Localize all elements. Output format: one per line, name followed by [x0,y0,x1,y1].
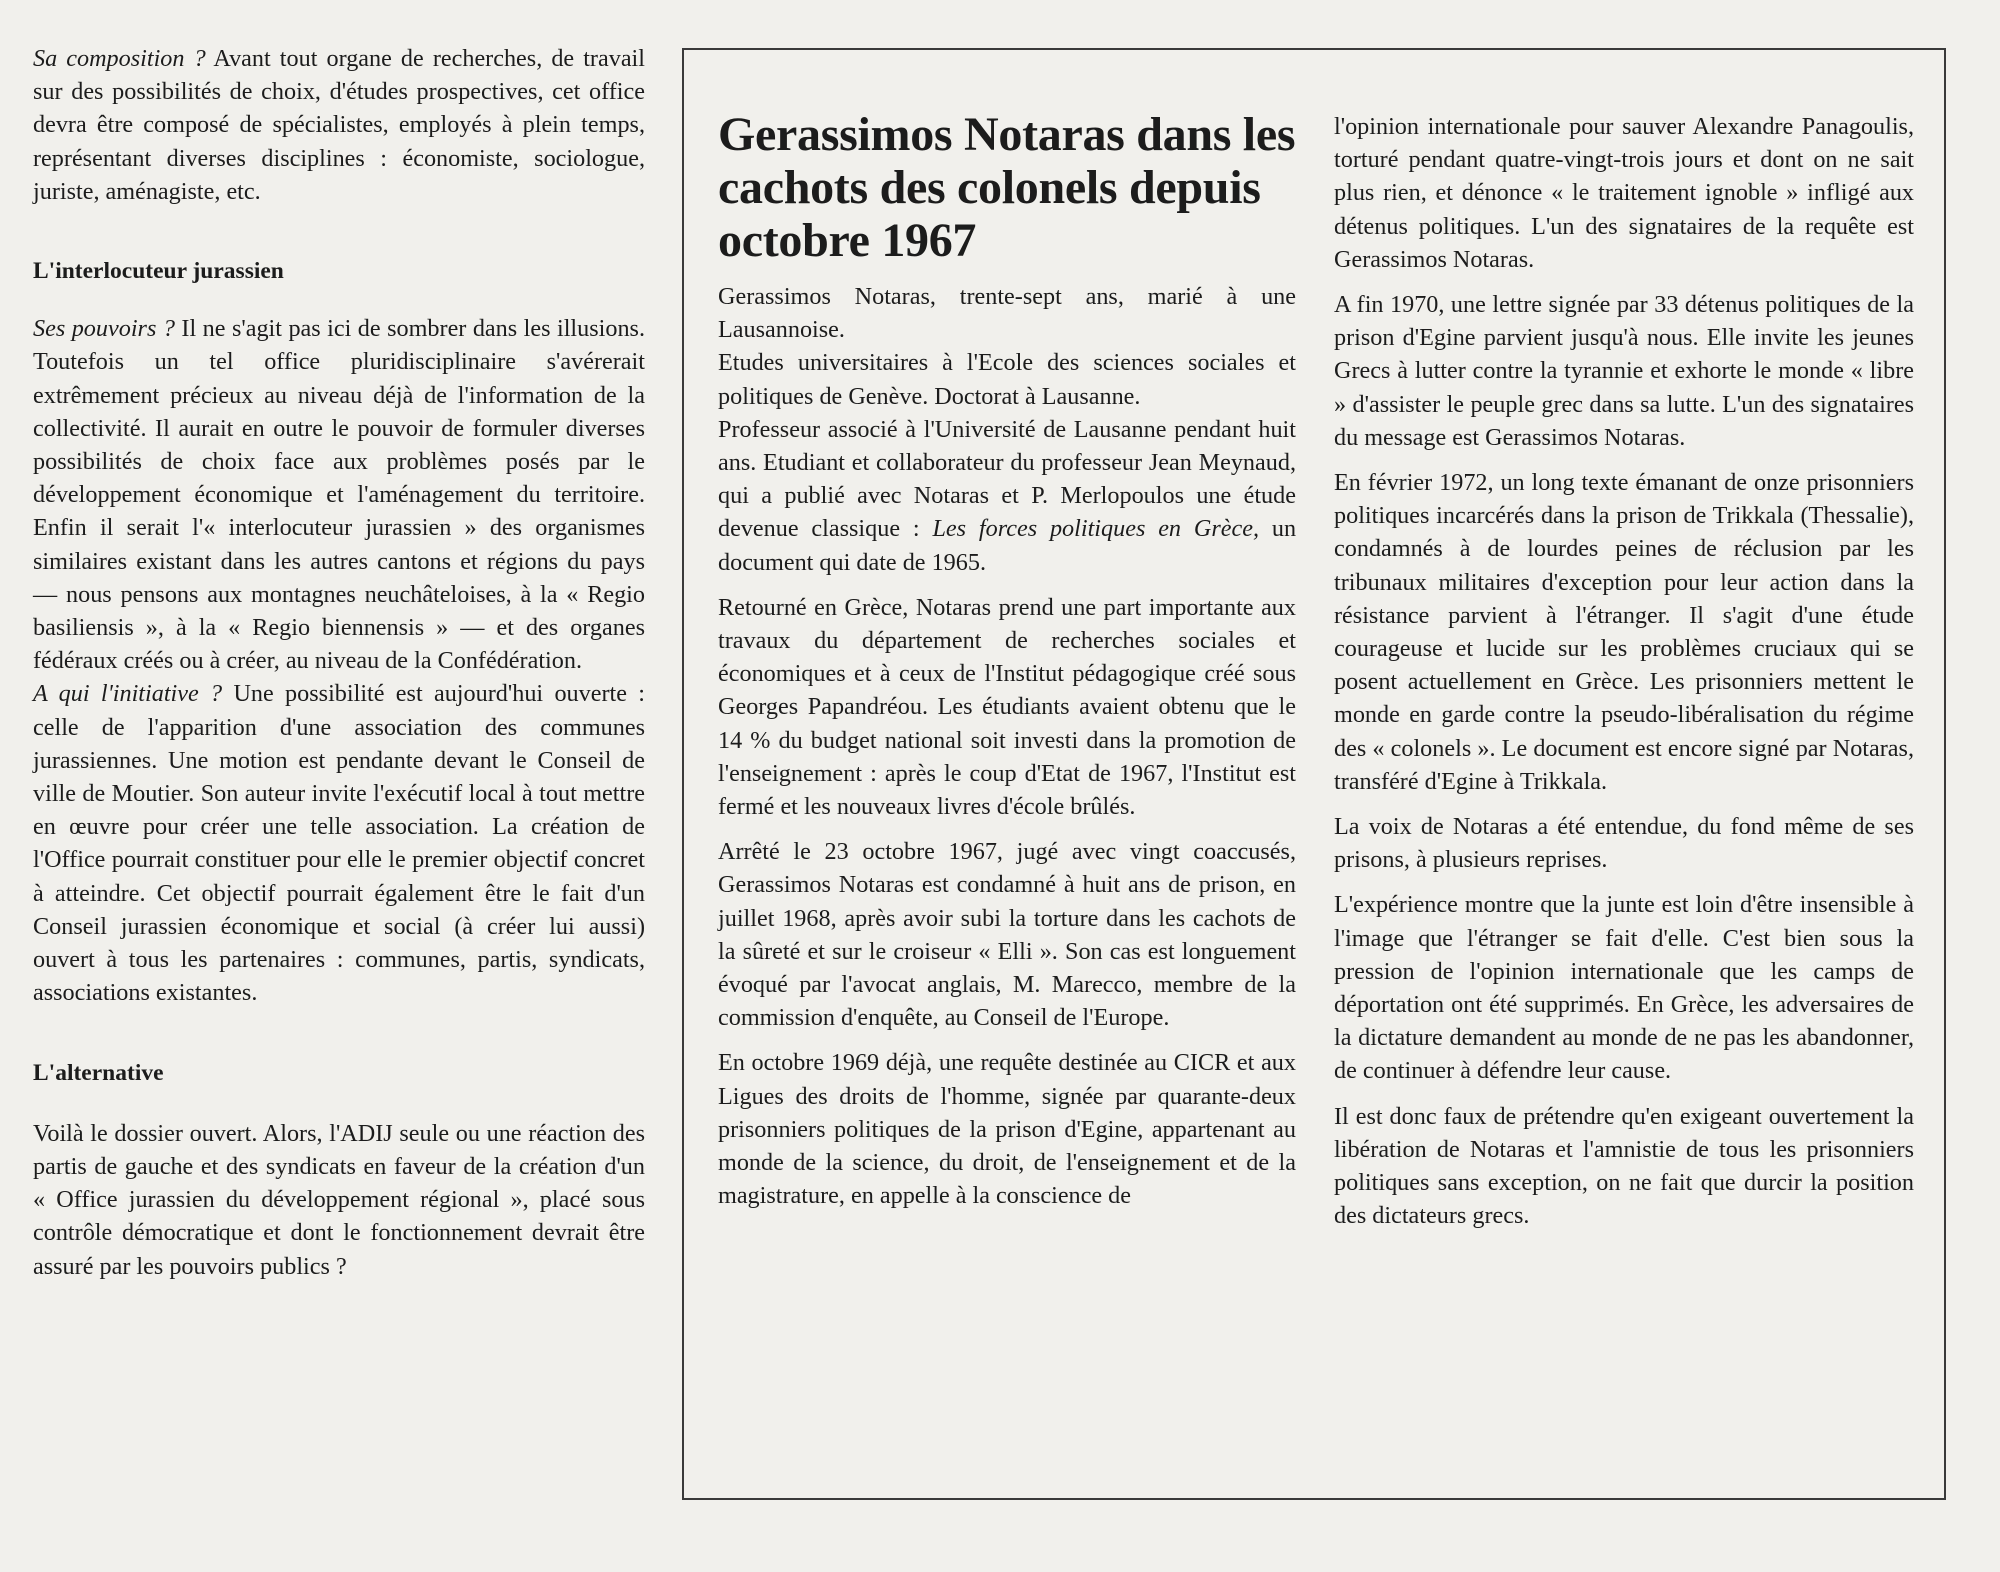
article-paragraph: Etudes universitaires à l'Ecole des sciences sociales et politiques de Genève. Doctorat à Lausanne. [718,349,1296,410]
article-column-2 [1334,110,1914,1233]
paragraph-alternative: Voilà le dossier ouvert. Alors, l'ADIJ seule ou une réaction des partis de gauche et des syndicats en faveur de la création d'un « Office jurassien du développement régional », placé sous contrôle démocratique et dont le fonctionnement devrait être assuré par les pouvoirs publics ? [33,1119,645,1280]
article-paragraph: Arrêté le 23 octobre 1967, jugé avec vingt coaccusés, Gerassimos Notaras est condamné à huit ans de prison, en juillet 1968, après avoir subi la torture dans les cachots de la sûreté et sur le croiseur « Elli ». Son cas est longuement évoqué par l'avocat anglais, M. Marecco, membre de la commission d'enquête, au Conseil de l'Europe. [718,838,1296,1032]
article-paragraph: La voix de Notaras a été entendue, du fond même de ses prisons, à plusieurs reprises. [1334,813,1914,874]
article-paragraph: A fin 1970, une lettre signée par 33 détenus politiques de la prison d'Egine parvient jusqu'à nous. Elle invite les jeunes Grecs à lutter contre la tyrannie et exhorte le monde « libre » d'assister le peuple grec dans sa lutte. L'un des signataires du message est Gerassimos Notaras. [1334,291,1914,451]
lead-question: Ses pouvoirs ? [33,315,175,343]
paragraph-pouvoirs [33,312,645,677]
paragraph-text: Avant tout organe de recherches, de travail sur des possibilités de choix, d'études prospectives, cet office devra être composé de spécialistes, employés à plein temps, représentant diverses disciplines : économiste, sociologue, juriste, aménagiste, etc. [33,45,645,205]
book-title: Les forces politiques en Grèce, [932,515,1259,543]
section-heading-interlocuteur: L'interlocuteur jurassien [33,258,284,285]
lead-question: A qui l'initiative ? [33,680,223,708]
article-paragraph: Gerassimos Notaras, trente-sept ans, marié à une Lausannoise. [718,283,1296,344]
article-paragraph: En octobre 1969 déjà, une requête destinée au CICR et aux Ligues des droits de l'homme, signée par quarante-deux prisonniers politiques de la prison d'Egine, appartenant au monde de la science, du droit, de l'enseignement et de la magistrature, en appelle à la conscience de [718,1049,1296,1210]
article-paragraph: Il est donc faux de prétendre qu'en exigeant ouvertement la libération de Notaras et l'amnistie de tous les prisonniers politiques sans exception, on ne fait que durcir la position des dictateurs grecs. [1334,1102,1914,1230]
left-column [33,42,645,1283]
paragraph-text: un document qui date de 1965. [718,515,1297,576]
article-paragraph: L'expérience montre que la junte est loin d'être insensible à l'image que l'étranger se fait d'elle. C'est bien sous la pression de l'opinion internationale que les camps de déportation ont été supprimés. En Grèce, les adversaires de la dictature demandent au monde de ne pas les abandonner, de continuer à défendre leur cause. [1334,891,1914,1085]
article-column-1 [718,108,1296,1212]
article-paragraph [718,413,1296,579]
lead-question: Sa composition ? [33,45,206,72]
paragraph-text: Une possibilité est aujourd'hui ouverte : celle de l'apparition d'une association des communes jurassiennes. Une motion est pendante devant le Conseil de ville de Moutier. Son auteur invite l'exécutif local à tout mettre en œuvre pour créer une telle association. La création de l'Office pourrait constituer pour elle le premier objectif concret à atteindre. Cet objectif pourrait également être le fait d'un Conseil jurassien économique et social (à créer lui aussi) ouvert à tous les partenaires : communes, partis, syndicats, associations existantes. [33,680,645,1007]
article-paragraph: Retourné en Grèce, Notaras prend une part importante aux travaux du département de recherches sociales et économiques et à ceux de l'Institut pédagogique créé sous Georges Papandréou. Les étudiants avaient obtenu que le 14 % du budget national soit investi dans la promotion de l'enseignement : après le coup d'Etat de 1967, l'Institut est fermé et les nouveaux livres d'école brûlés. [718,593,1296,821]
article-paragraph: En février 1972, un long texte émanant de onze prisonniers politiques incarcérés dans la prison de Trikkala (Thessalie), condamnés à de lourdes peines de réclusion par les tribunaux militaires d'exception pour leur action dans la résistance parvient à l'étranger. Il s'agit d'une étude courageuse et lucide sur les problèmes cruciaux qui se posent actuellement en Grèce. Les prisonniers mettent le monde en garde contre la pseudo-libéralisation du régime des « colonels ». Le document est encore signé par Notaras, transféré d'Egine à Trikkala. [1334,469,1914,795]
paragraph-initiative [33,677,645,1009]
paragraph-composition [33,42,645,208]
article-title: Gerassimos Notaras dans les cachots des colonels depuis octobre 1967 [718,108,1296,267]
article-paragraph: l'opinion internationale pour sauver Alexandre Panagoulis, torturé pendant quatre-vingt-trois jours et dont on ne sait plus rien, et dénonce « le traitement ignoble » infligé aux détenus politiques. L'un des signataires de la requête est Gerassimos Notaras. [1334,113,1914,273]
paragraph-text: Professeur associé à l'Université de Lausanne pendant huit ans. Etudiant et collaborateur du professeur Jean Meynaud, qui a publié avec Notaras et P. Merlopoulos une étude devenue classique : [718,415,1296,543]
section-heading-alternative: L'alternative [33,1060,164,1087]
paragraph-text: Il ne s'agit pas ici de sombrer dans les illusions. Toutefois un tel office pluridisciplinaire s'avérerait extrêmement précieux au niveau déjà de l'information de la collectivité. Il aurait en outre le pouvoir de formuler diverses possibilités de choix face aux problèmes posés par le développement économique et l'aménagement du territoire. Enfin il serait l'« interlocuteur jurassien » des organismes similaires existant dans les autres cantons et régions du pays — nous pensons aux montagnes neuchâteloises, à la « Regio basiliensis », à la « Regio biennensis » — et des organes fédéraux créés ou à créer, au niveau de la Confédération. [33,315,646,675]
